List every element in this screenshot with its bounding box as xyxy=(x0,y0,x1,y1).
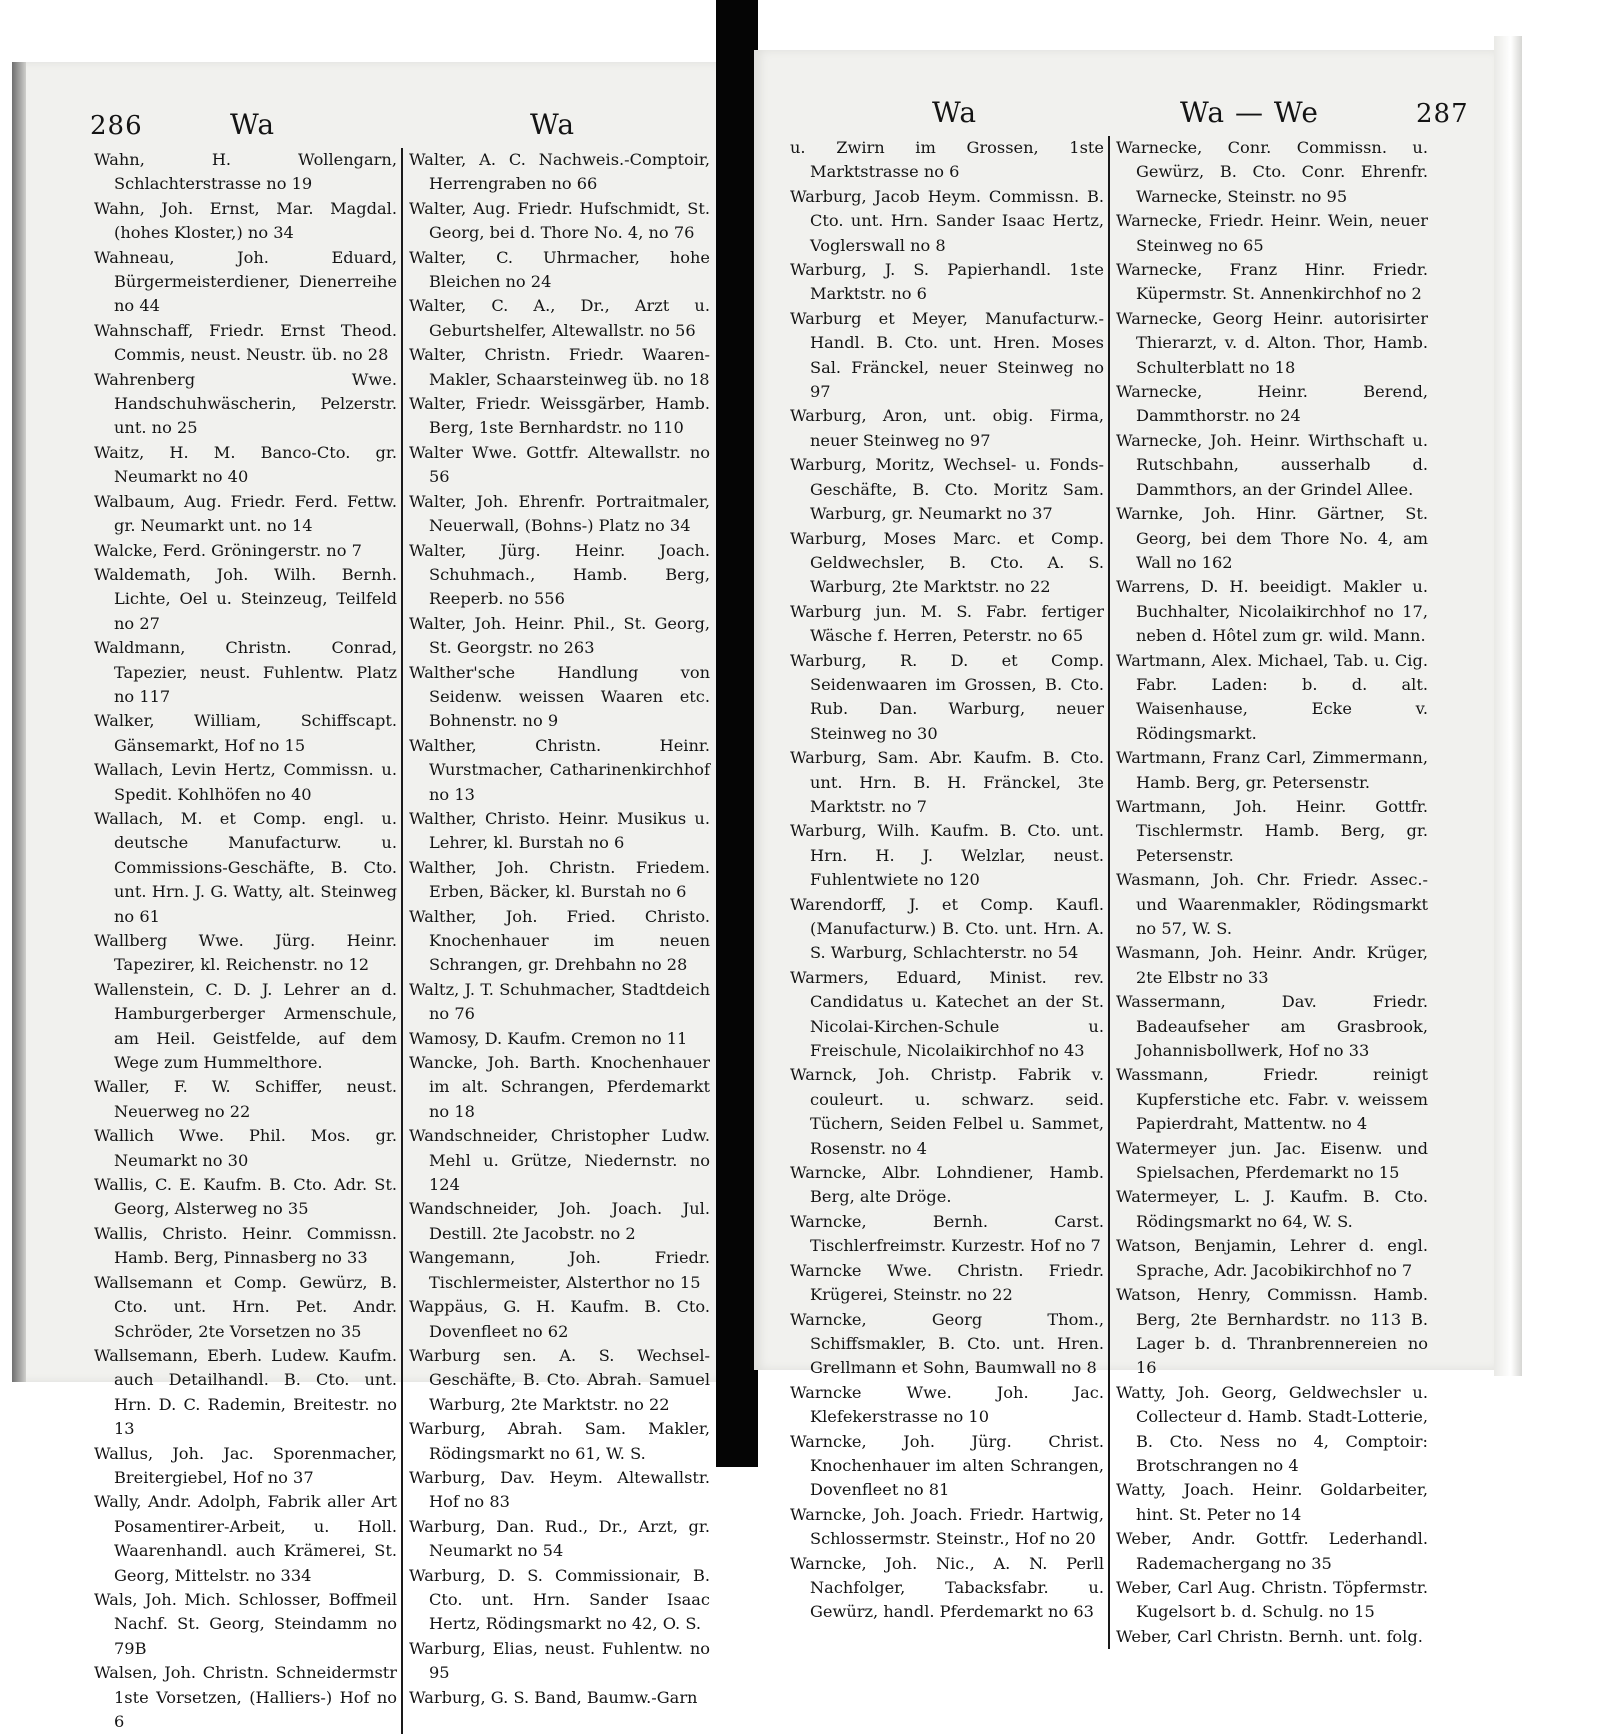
directory-entry: Walter, Friedr. Weissgärber, Hamb. Berg, 1ste Bernhardstr. no 110 xyxy=(409,394,710,438)
directory-entry: Waitz, H. M. Banco-Cto. gr. Neumarkt no 40 xyxy=(94,442,397,487)
right-page-columns xyxy=(784,136,1432,1649)
directory-entry: Wandschneider, Christopher Ludw. Mehl u. Grütze, Niedernstr. no 124 xyxy=(409,1126,710,1195)
directory-entry: Wandschneider, Joh. Joach. Jul. Destill. 2te Jacobstr. no 2 xyxy=(409,1199,710,1243)
directory-entry: Warburg, Wilh. Kaufm. B. Cto. unt. Hrn. H. J. Welzlar, neust. Fuhlentwiete no 120 xyxy=(790,821,1104,890)
directory-entry: Warburg, Dav. Heym. Altewallstr. Hof no 83 xyxy=(409,1467,710,1512)
directory-entry: Walter, Jürg. Heinr. Joach. Schuhmach., Hamb. Berg, Reeperb. no 556 xyxy=(409,540,710,609)
directory-entry: Wals, Joh. Mich. Schlosser, Boffmeil Nachf. St. Georg, Steindamm no 79B xyxy=(94,1589,397,1658)
right-column-2 xyxy=(1108,136,1432,1649)
directory-entry: Watson, Benjamin, Lehrer d. engl. Sprache, Adr. Jacobikirchhof no 7 xyxy=(1116,1236,1428,1280)
directory-entry: Watermeyer, L. J. Kaufm. B. Cto. Rödingsmarkt no 64, W. S. xyxy=(1116,1187,1428,1231)
directory-entry: Walter, Aug. Friedr. Hufschmidt, St. Georg, bei d. Thore No. 4, no 76 xyxy=(409,198,710,243)
directory-entry: Waldemath, Joh. Wilh. Bernh. Lichte, Oel u. Steinzeug, Teilfeld no 27 xyxy=(94,564,397,633)
directory-entry: Wallis, C. E. Kaufm. B. Cto. Adr. St. Georg, Alsterweg no 35 xyxy=(94,1175,397,1219)
directory-entry: Warendorff, J. et Comp. Kaufl. (Manufacturw.) B. Cto. unt. Hrn. A. S. Warburg, Schlachterstr. no 54 xyxy=(790,894,1104,963)
directory-entry: Watty, Joh. Georg, Geldwechsler u. Collecteur d. Hamb. Stadt-Lotterie, B. Cto. Ness no 4, Comptoir: Brotschrangen no 4 xyxy=(1116,1382,1428,1475)
directory-entry: Warncke, Joh. Jürg. Christ. Knochenhauer im alten Schrangen, Dovenfleet no 81 xyxy=(790,1431,1104,1500)
directory-entry: Waller, F. W. Schiffer, neust. Neuerweg no 22 xyxy=(94,1077,397,1121)
running-head-right-center: Wa xyxy=(932,96,978,129)
directory-entry: Warncke Wwe. Joh. Jac. Klefekerstrasse no 10 xyxy=(790,1382,1104,1427)
directory-entry: Walcke, Ferd. Gröningerstr. no 7 xyxy=(94,540,362,560)
directory-entry: Warburg, Moritz, Wechsel- u. Fonds-Geschäfte, B. Cto. Moritz Sam. Warburg, gr. Neumarkt no 37 xyxy=(790,455,1104,524)
directory-entry: Walter, Christn. Friedr. Waaren-Makler, Schaarsteinweg üb. no 18 xyxy=(409,345,710,389)
directory-entry: Warncke, Georg Thom., Schiffsmakler, B. Cto. unt. Hren. Grellmann et Sohn, Baumwall no 8 xyxy=(790,1309,1104,1378)
directory-entry: Warnecke, Heinr. Berend, Dammthorstr. no 24 xyxy=(1116,382,1428,426)
directory-entry: Warburg, D. S. Commissionair, B. Cto. unt. Hrn. Sander Isaac Hertz, Rödingsmarkt no 42, O. S. xyxy=(409,1565,710,1634)
directory-entry: Warburg jun. M. S. Fabr. fertiger Wäsche f. Herren, Peterstr. no 65 xyxy=(790,601,1104,646)
page-number-left: 286 xyxy=(90,111,143,141)
directory-entry: Warnck, Joh. Christp. Fabrik v. couleurt. u. schwarz. seid. Tüchern, Seiden Felbel u. Sammet, Rosenstr. no 4 xyxy=(790,1065,1104,1158)
directory-entry: Warncke, Bernh. Carst. Tischlerfreimstr. Kurzestr. Hof no 7 xyxy=(790,1211,1104,1256)
directory-entry: Wartmann, Joh. Heinr. Gottfr. Tischlermstr. Hamb. Berg, gr. Petersenstr. xyxy=(1116,796,1428,865)
directory-entry: Wahrenberg Wwe. Handschuhwäscherin, Pelzerstr. unt. no 25 xyxy=(94,369,397,438)
running-head-right: Wa — We xyxy=(1180,96,1319,129)
directory-entry: Warburg et Meyer, Manufacturw.-Handl. B. Cto. unt. Hren. Moses Sal. Fränckel, neuer Steinweg no 97 xyxy=(790,308,1104,402)
directory-entry: Wasmann, Joh. Chr. Friedr. Assec.- und Waarenmakler, Rödingsmarkt no 57, W. S. xyxy=(1116,870,1428,938)
directory-entry: Watson, Henry, Commissn. Hamb. Berg, 2te Bernhardstr. no 113 B. Lager b. d. Thranbrennereien no 16 xyxy=(1116,1285,1428,1378)
directory-entry: Wallenstein, C. D. J. Lehrer an d. Hamburgerberger Armenschule, am Heil. Geistfelde, auf dem Wege zum Hummelthore. xyxy=(94,979,397,1073)
directory-entry: Wallsemann, Eberh. Ludew. Kaufm. auch Detailhandl. B. Cto. unt. Hrn. D. C. Rademin, Breitestr. no 13 xyxy=(94,1345,397,1439)
directory-entry: Wahn, H. Wollengarn, Schlachterstrasse no 19 xyxy=(94,150,397,194)
directory-entry: Wallich Wwe. Phil. Mos. gr. Neumarkt no 30 xyxy=(94,1126,397,1170)
directory-entry: Warburg, Dan. Rud., Dr., Arzt, gr. Neumarkt no 54 xyxy=(409,1516,710,1561)
directory-entry: Warnecke, Georg Heinr. autorisirter Thierarzt, v. d. Alton. Thor, Hamb. Schulterblatt no 18 xyxy=(1116,308,1428,377)
directory-entry: Warrens, D. H. beeidigt. Makler u. Buchhalter, Nicolaikirchhof no 17, neben d. Hôtel zum gr. wild. Mann. xyxy=(1116,577,1428,646)
directory-entry: Walter, C. A., Dr., Arzt u. Geburtshelfer, Altewallstr. no 56 xyxy=(409,296,710,340)
directory-entry: Watermeyer jun. Jac. Eisenw. und Spielsachen, Pferdemarkt no 15 xyxy=(1116,1138,1428,1183)
directory-entry: Wahn, Joh. Ernst, Mar. Magdal. (hohes Kloster,) no 34 xyxy=(94,198,397,243)
directory-entry: Wallach, M. et Comp. engl. u. deutsche Manufacturw. u. Commissions-Geschäfte, B. Cto. unt. Hrn. J. G. Watty, alt. Steinweg no 61 xyxy=(94,808,397,926)
directory-entry: Wancke, Joh. Barth. Knochenhauer im alt. Schrangen, Pferdemarkt no 18 xyxy=(409,1053,710,1121)
directory-entry: Weber, Andr. Gottfr. Lederhandl. Rademachergang no 35 xyxy=(1116,1529,1428,1573)
directory-entry: Walther, Christn. Heinr. Wurstmacher, Catharinenkirchhof no 13 xyxy=(409,735,710,804)
directory-entry: Warnecke, Friedr. Heinr. Wein, neuer Steinweg no 65 xyxy=(1116,211,1428,255)
directory-entry: Warburg, Aron, unt. obig. Firma, neuer Steinweg no 97 xyxy=(790,406,1104,450)
directory-entry: Warncke Wwe. Christn. Friedr. Krügerei, Steinstr. no 22 xyxy=(790,1260,1104,1305)
directory-entry: Walter, A. C. Nachweis.-Comptoir, Herrengraben no 66 xyxy=(409,150,710,194)
directory-entry: Wallis, Christo. Heinr. Commissn. Hamb. Berg, Pinnasberg no 33 xyxy=(94,1223,397,1268)
running-head-left: Wa xyxy=(230,108,276,141)
directory-entry: Warmers, Eduard, Minist. rev. Candidatus u. Katechet an der St. Nicolai-Kirchen-Schule u. Freischule, Nicolaikirchhof no 43 xyxy=(790,967,1104,1061)
directory-entry: u. Zwirn im Grossen, 1ste Marktstrasse no 6 xyxy=(790,138,1104,182)
directory-entry: Wartmann, Franz Carl, Zimmermann, Hamb. Berg, gr. Petersenstr. xyxy=(1116,748,1428,792)
directory-entry: Walter, Joh. Heinr. Phil., St. Georg, St. Georgstr. no 263 xyxy=(409,613,710,658)
directory-entry: Wamosy, D. Kaufm. Cremon no 11 xyxy=(409,1028,688,1048)
directory-entry: Walter, C. Uhrmacher, hohe Bleichen no 24 xyxy=(409,247,710,292)
directory-entry: Warburg, Sam. Abr. Kaufm. B. Cto. unt. Hrn. B. H. Fränckel, 3te Marktstr. no 7 xyxy=(790,748,1104,816)
directory-entry: Waldmann, Christn. Conrad, Tapezier, neust. Fuhlentw. Platz no 117 xyxy=(94,638,397,706)
directory-entry: Wahnschaff, Friedr. Ernst Theod. Commis, neust. Neustr. üb. no 28 xyxy=(94,320,397,365)
book-gutter xyxy=(716,0,758,1467)
directory-entry: Wassmann, Friedr. reinigt Kupferstiche etc. Fabr. v. weissem Papierdraht, Mattentw. no 4 xyxy=(1116,1065,1428,1134)
directory-entry: Wasmann, Joh. Heinr. Andr. Krüger, 2te Elbstr no 33 xyxy=(1116,943,1428,987)
left-page xyxy=(12,62,730,1731)
directory-entry: Warncke, Joh. Joach. Friedr. Hartwig, Schlossermstr. Steinstr., Hof no 20 xyxy=(790,1504,1104,1549)
page-edges xyxy=(1494,36,1522,1376)
directory-entry: Walsen, Joh. Christn. Schneidermstr 1ste Vorsetzen, (Halliers-) Hof no 6 xyxy=(94,1663,397,1731)
directory-entry: Warnke, Joh. Hinr. Gärtner, St. Georg, bei dem Thore No. 4, am Wall no 162 xyxy=(1116,504,1428,572)
directory-entry: Wartmann, Alex. Michael, Tab. u. Cig. Fabr. Laden: b. d. alt. Waisenhause, Ecke v. Rödingsmarkt. xyxy=(1116,650,1428,743)
directory-entry: Wassermann, Dav. Friedr. Badeaufseher am Grasbrook, Johannisbollwerk, Hof no 33 xyxy=(1116,992,1428,1061)
directory-entry: Wally, Andr. Adolph, Fabrik aller Art Posamentirer-Arbeit, u. Holl. Waarenhandl. auch Krämerei, St. Georg, Mittelstr. no 334 xyxy=(94,1492,397,1585)
directory-entry: Walbaum, Aug. Friedr. Ferd. Fettw. gr. Neumarkt unt. no 14 xyxy=(94,491,397,536)
directory-entry: Wallsemann et Comp. Gewürz, B. Cto. unt. Hrn. Pet. Andr. Schröder, 2te Vorsetzen no 35 xyxy=(94,1272,397,1341)
directory-entry: Walther, Christo. Heinr. Musikus u. Lehrer, kl. Burstah no 6 xyxy=(409,808,710,853)
directory-entry: Walther'sche Handlung von Seidenw. weissen Waaren etc. Bohnenstr. no 9 xyxy=(409,662,710,731)
directory-entry: Watty, Joach. Heinr. Goldarbeiter, hint. St. Peter no 14 xyxy=(1116,1480,1428,1524)
directory-entry: Warburg sen. A. S. Wechsel-Geschäfte, B. Cto. Abrah. Samuel Warburg, 2te Marktstr. no 22 xyxy=(409,1345,710,1414)
left-column-2 xyxy=(401,148,714,1734)
directory-entry: Walker, William, Schiffscapt. Gänsemarkt, Hof no 15 xyxy=(94,711,397,755)
directory-entry: Warburg, Abrah. Sam. Makler, Rödingsmarkt no 61, W. S. xyxy=(409,1419,710,1463)
directory-entry: Waltz, J. T. Schuhmacher, Stadtdeich no 76 xyxy=(409,979,710,1024)
directory-entry: Wahneau, Joh. Eduard, Bürgermeisterdiener, Dienerreihe no 44 xyxy=(94,247,397,316)
directory-entry: Walther, Joh. Christn. Friedem. Erben, Bäcker, kl. Burstah no 6 xyxy=(409,857,710,902)
page-number-right: 287 xyxy=(1416,99,1469,129)
directory-entry: Wallus, Joh. Jac. Sporenmacher, Breitergiebel, Hof no 37 xyxy=(94,1443,397,1487)
running-head-left-center: Wa xyxy=(530,108,576,141)
directory-entry: Walter, Joh. Ehrenfr. Portraitmaler, Neuerwall, (Bohns-) Platz no 34 xyxy=(409,491,710,536)
right-page xyxy=(754,50,1494,1646)
directory-entry: Warncke, Joh. Nic., A. N. Perll Nachfolger, Tabacksfabr. u. Gewürz, handl. Pferdemarkt no 63 xyxy=(790,1553,1104,1622)
directory-entry: Warburg, Jacob Heym. Commissn. B. Cto. unt. Hrn. Sander Isaac Hertz, Voglerswall no 8 xyxy=(790,186,1104,255)
left-column-1 xyxy=(88,148,401,1734)
directory-entry: Wallach, Levin Hertz, Commissn. u. Spedit. Kohlhöfen no 40 xyxy=(94,760,397,804)
directory-entry: Wangemann, Joh. Friedr. Tischlermeister, Alsterthor no 15 xyxy=(409,1248,710,1292)
directory-entry: Warburg, Elias, neust. Fuhlentw. no 95 xyxy=(409,1638,710,1683)
right-column-1 xyxy=(784,136,1108,1649)
directory-entry: Weber, Carl Christn. Bernh. unt. folg. xyxy=(1116,1626,1423,1646)
directory-entry: Warnecke, Franz Hinr. Friedr. Küpermstr. St. Annenkirchhof no 2 xyxy=(1116,260,1428,304)
left-page-columns xyxy=(88,148,714,1734)
directory-entry: Warnecke, Conr. Commissn. u. Gewürz, B. Cto. Conr. Ehrenfr. Warnecke, Steinstr. no 95 xyxy=(1116,138,1428,206)
directory-entry: Walther, Joh. Fried. Christo. Knochenhauer im neuen Schrangen, gr. Drehbahn no 28 xyxy=(409,906,710,975)
directory-entry: Warncke, Albr. Lohndiener, Hamb. Berg, alte Dröge. xyxy=(790,1163,1104,1207)
directory-entry: Wappäus, G. H. Kaufm. B. Cto. Dovenfleet no 62 xyxy=(409,1297,710,1341)
directory-entry: Warnecke, Joh. Heinr. Wirthschaft u. Rutschbahn, ausserhalb d. Dammthors, an der Grindel Allee. xyxy=(1116,430,1428,499)
directory-entry: Warburg, G. S. Band, Baumw.-Garn xyxy=(409,1687,698,1707)
directory-entry: Warburg, J. S. Papierhandl. 1ste Marktstr. no 6 xyxy=(790,260,1104,304)
directory-entry: Warburg, R. D. et Comp. Seidenwaaren im Grossen, B. Cto. Rub. Dan. Warburg, neuer Steinweg no 30 xyxy=(790,650,1104,743)
directory-entry: Weber, Carl Aug. Christn. Töpfermstr. Kugelsort b. d. Schulg. no 15 xyxy=(1116,1577,1428,1622)
directory-entry: Wallberg Wwe. Jürg. Heinr. Tapezirer, kl. Reichenstr. no 12 xyxy=(94,931,397,975)
directory-entry: Walter Wwe. Gottfr. Altewallstr. no 56 xyxy=(409,442,710,487)
directory-entry: Warburg, Moses Marc. et Comp. Geldwechsler, B. Cto. A. S. Warburg, 2te Marktstr. no 22 xyxy=(790,528,1104,597)
